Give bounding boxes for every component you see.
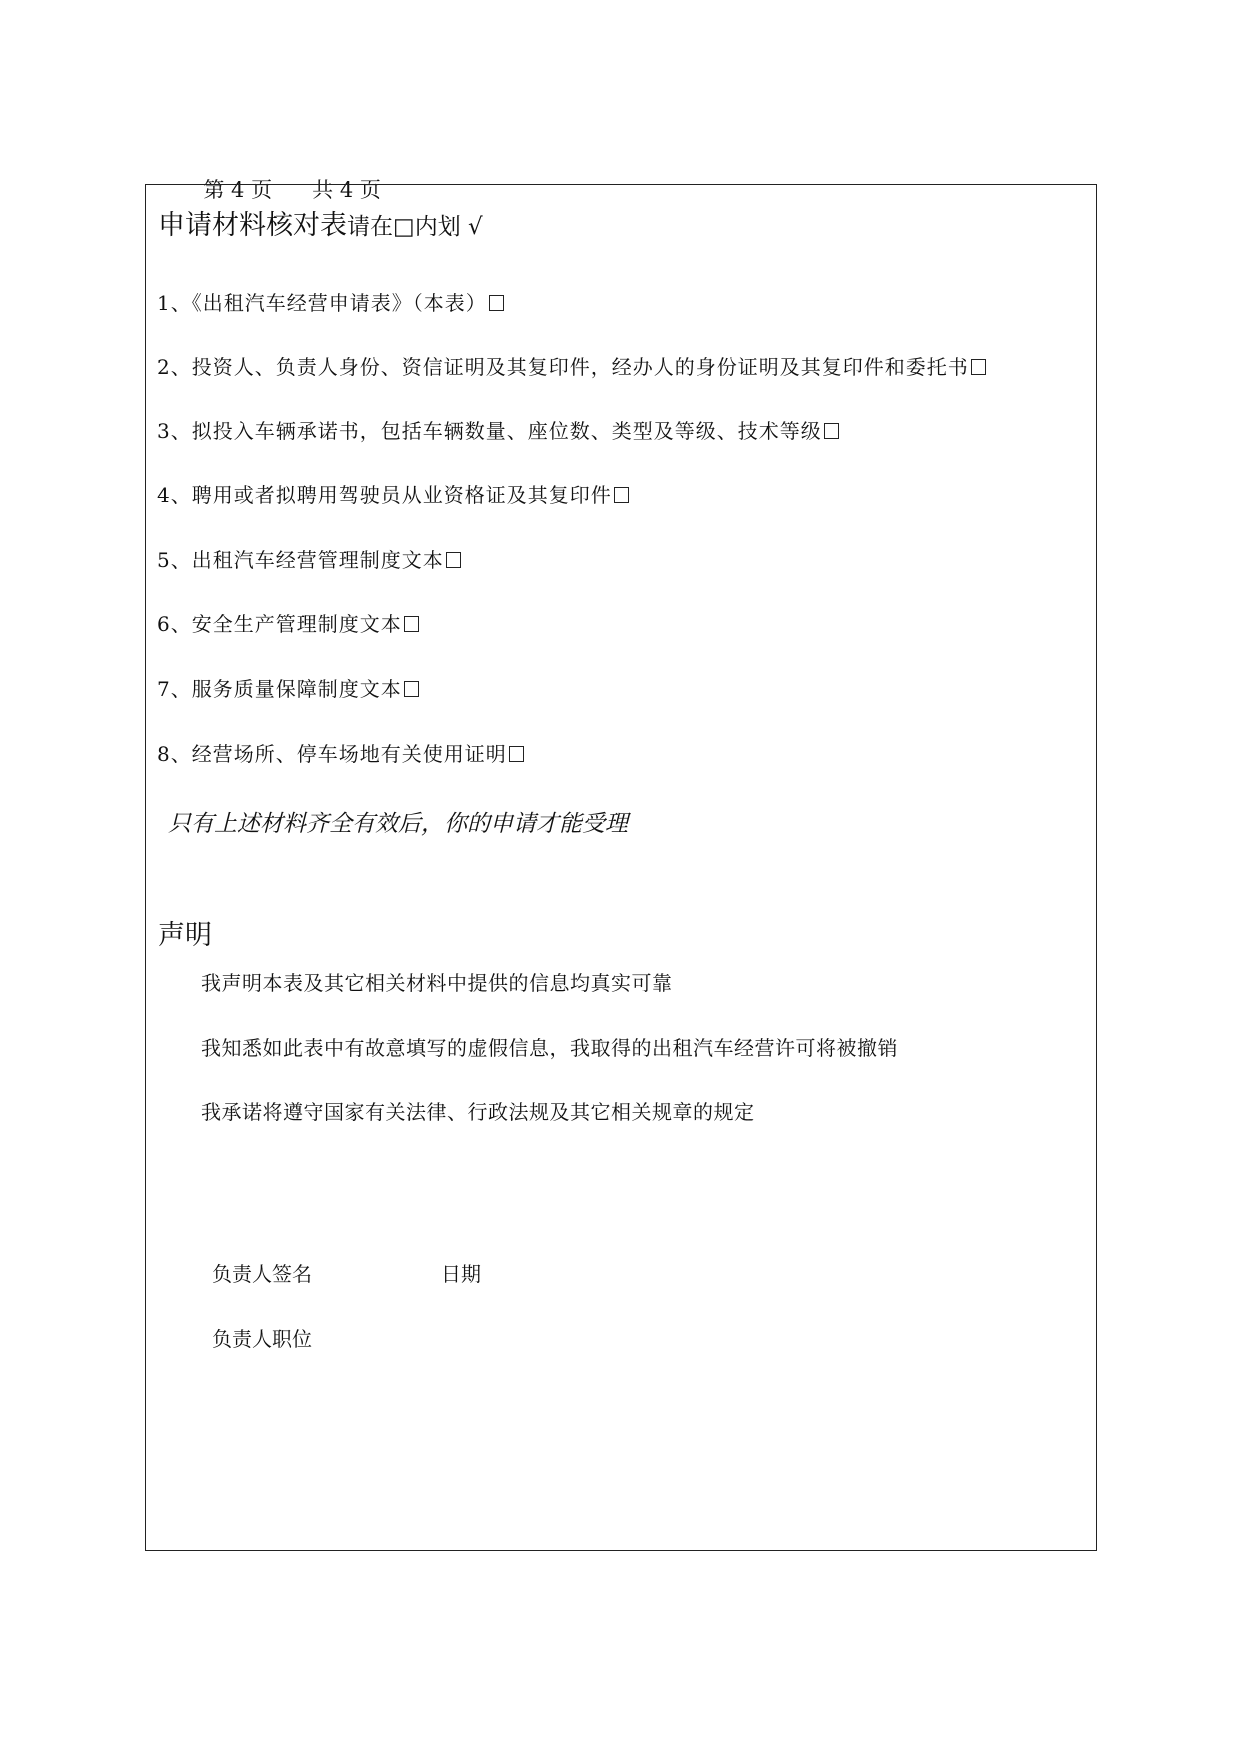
checklist-item-label: 5、出租汽车经营管理制度文本 bbox=[157, 548, 444, 572]
page-current: 第 4 页 bbox=[203, 178, 273, 202]
checkbox[interactable] bbox=[404, 681, 419, 697]
checklist-item-2 bbox=[157, 351, 986, 380]
checklist-item-label: 4、聘用或者拟聘用驾驶员从业资格证及其复印件 bbox=[157, 483, 612, 507]
checklist-item-label: 7、服务质量保障制度文本 bbox=[157, 677, 402, 701]
signature-label: 负责人签名 bbox=[212, 1262, 312, 1286]
checklist-item-label: 3、拟投入车辆承诺书，包括车辆数量、座位数、类型及等级、技术等级 bbox=[157, 419, 822, 443]
date-label: 日期 bbox=[441, 1262, 481, 1286]
checkbox[interactable] bbox=[489, 295, 504, 311]
checklist-title: 申请材料核对表 bbox=[158, 210, 347, 241]
checklist-item-8 bbox=[157, 738, 524, 767]
checkbox[interactable] bbox=[509, 746, 524, 762]
checklist-item-label: 2、投资人、负责人身份、资信证明及其复印件，经办人的身份证明及其复印件和委托书 bbox=[157, 355, 969, 379]
checklist-item-5 bbox=[157, 544, 461, 573]
declaration-statement-2: 我知悉如此表中有故意填写的虚假信息，我取得的出租汽车经营许可将被撤销 bbox=[201, 1036, 898, 1060]
position-label: 负责人职位 bbox=[212, 1327, 312, 1351]
checkbox[interactable] bbox=[614, 487, 629, 503]
declaration-statement-3: 我承诺将遵守国家有关法律、行政法规及其它相关规章的规定 bbox=[201, 1100, 755, 1124]
page-total: 共 4 页 bbox=[312, 178, 381, 202]
checkbox[interactable] bbox=[446, 552, 461, 568]
checklist-instruction: 请在□内划 √ bbox=[347, 214, 483, 240]
checklist-note: 只有上述材料齐全有效后，你的申请才能受理 bbox=[168, 811, 628, 837]
checklist-item-label: 1、《出租汽车经营申请表》（本表） bbox=[157, 291, 487, 315]
checklist-item-3 bbox=[157, 415, 839, 444]
checklist-item-6 bbox=[157, 608, 419, 637]
checklist-item-4 bbox=[157, 479, 629, 508]
checklist-title-row bbox=[158, 203, 483, 242]
declaration-statement-1: 我声明本表及其它相关材料中提供的信息均真实可靠 bbox=[201, 971, 673, 995]
declaration-title: 声明 bbox=[158, 920, 212, 951]
checklist-item-label: 8、经营场所、停车场地有关使用证明 bbox=[157, 742, 507, 766]
checklist-item-7 bbox=[157, 673, 419, 702]
application-form bbox=[145, 184, 1097, 1551]
checklist-item-label: 6、安全生产管理制度文本 bbox=[157, 612, 402, 636]
checkbox[interactable] bbox=[404, 616, 419, 632]
checkbox[interactable] bbox=[824, 423, 839, 439]
checklist-item-1 bbox=[157, 287, 504, 316]
checkbox[interactable] bbox=[971, 359, 986, 375]
